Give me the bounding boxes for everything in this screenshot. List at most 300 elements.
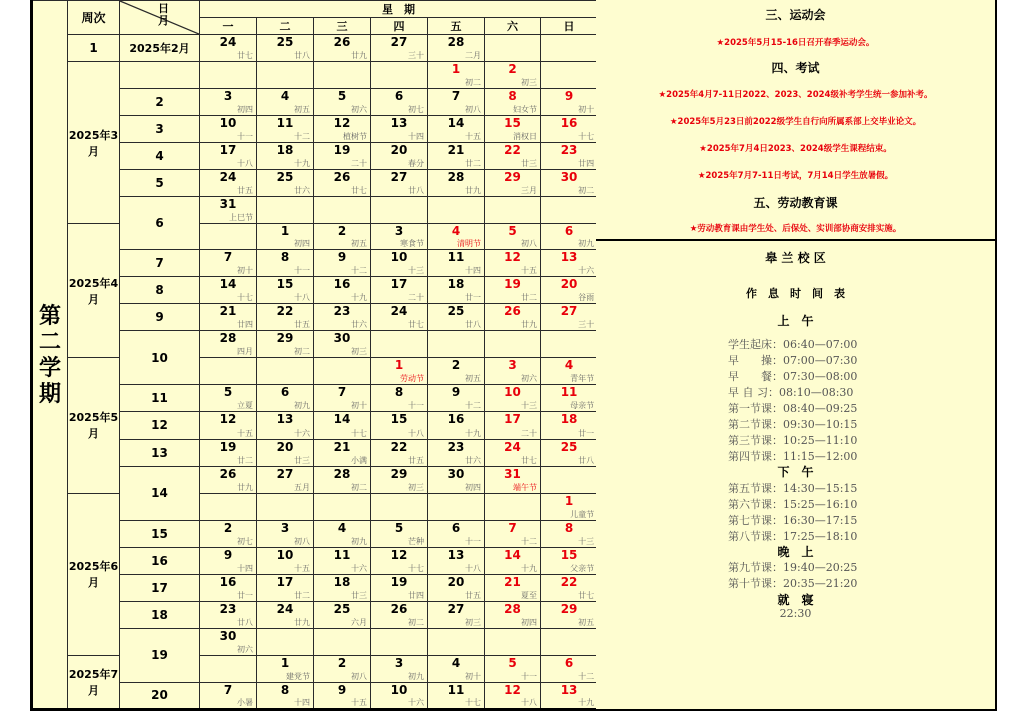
empty-day-cell <box>428 493 485 520</box>
day-number: 8 <box>280 682 290 697</box>
lunar-label: 妇女节 <box>513 105 537 115</box>
lunar-label: 初四 <box>465 482 481 492</box>
lunar-label: 十二 <box>521 536 537 546</box>
sports-note: ★2025年5月15-16日召开春季运动会。 <box>716 38 875 48</box>
day-number: 31 <box>504 466 521 481</box>
calendar-day <box>485 62 541 89</box>
month-label: 2025年4月 <box>68 224 120 358</box>
empty-day-cell <box>428 197 485 224</box>
calendar-day <box>257 170 314 197</box>
schedule-line: 第八节课：17:25—18:10 <box>728 530 858 543</box>
lunar-label: 十九 <box>521 563 537 573</box>
lunar-label: 消权日 <box>513 132 537 142</box>
lunar-label: 三月 <box>521 186 537 196</box>
calendar-day <box>314 547 371 574</box>
day-number: 12 <box>333 116 351 131</box>
month-label: 2025年6月 <box>68 493 120 655</box>
lunar-label: 十一 <box>521 671 537 681</box>
lunar-label: 初三 <box>351 347 367 357</box>
section-divider <box>596 239 995 241</box>
empty-day-cell <box>371 62 428 89</box>
calendar-day <box>371 412 428 439</box>
schedule-line: 第四节课：11:15—12:00 <box>728 450 858 463</box>
month-label: 2025年3月 <box>68 62 120 224</box>
day-number: 1 <box>394 358 404 373</box>
empty-day-cell <box>541 466 598 493</box>
calendar-day <box>314 224 371 250</box>
week-number: 1 <box>68 35 120 62</box>
calendar-day <box>541 439 598 466</box>
lunar-label: 廿一 <box>465 293 481 303</box>
day-number: 27 <box>447 601 465 616</box>
day-number: 1 <box>280 655 290 670</box>
day-number: 4 <box>451 224 461 239</box>
calendar-day <box>541 89 598 116</box>
day-number: 16 <box>219 574 237 589</box>
day-number: 15 <box>276 277 294 292</box>
calendar-day <box>428 682 485 709</box>
calendar-day <box>541 574 598 601</box>
day-number: 19 <box>219 439 237 454</box>
lunar-label: 十七 <box>578 132 595 142</box>
schedule-line: 早 餐：07:30—08:00 <box>728 370 858 383</box>
calendar-day <box>541 143 598 170</box>
calendar-day <box>371 385 428 412</box>
lunar-label: 廿九 <box>237 482 253 492</box>
lunar-label: 芒种 <box>408 536 424 546</box>
calendar-day <box>485 250 541 277</box>
day-number: 17 <box>390 277 408 292</box>
month-label: 2025年5月 <box>68 358 120 493</box>
calendar-day <box>541 601 598 628</box>
calendar-day <box>428 89 485 116</box>
calendar-day <box>485 277 541 304</box>
lunar-label: 廿九 <box>465 186 481 196</box>
calendar-day <box>485 520 541 547</box>
empty-day-cell <box>314 358 371 385</box>
week-number: 6 <box>120 197 200 250</box>
day-number: 11 <box>276 116 294 131</box>
calendar-day <box>485 224 541 250</box>
empty-day-cell <box>428 628 485 655</box>
day-number: 12 <box>504 682 521 697</box>
calendar-day <box>371 466 428 493</box>
calendar-day <box>541 493 598 520</box>
day-number: 9 <box>564 89 574 104</box>
calendar-day <box>200 250 257 277</box>
lunar-label: 初四 <box>237 105 253 115</box>
lunar-label: 十二 <box>294 132 310 142</box>
calendar-day <box>371 682 428 709</box>
calendar-day <box>485 143 541 170</box>
calendar-day <box>371 116 428 143</box>
empty-day-cell <box>200 493 257 520</box>
lunar-label: 十五 <box>237 428 253 438</box>
calendar-day <box>257 35 314 62</box>
calendar-day <box>371 250 428 277</box>
day-number: 17 <box>504 412 521 427</box>
lunar-label: 十三 <box>408 266 424 276</box>
calendar-day <box>541 116 598 143</box>
lunar-label: 初七 <box>237 536 253 546</box>
lunar-label: 初四 <box>521 617 537 627</box>
lunar-label: 谷雨 <box>578 293 595 303</box>
empty-day-cell <box>200 62 257 89</box>
calendar-day <box>200 547 257 574</box>
exam-note: ★2025年5月23日前2022级学生自行向所属系部上交毕业论文。 <box>669 117 922 127</box>
calendar-day <box>314 601 371 628</box>
calendar-day <box>200 601 257 628</box>
day-number: 11 <box>447 250 465 265</box>
lunar-label: 十二 <box>351 266 367 276</box>
lunar-label: 廿七 <box>351 186 367 196</box>
calendar-day <box>371 547 428 574</box>
calendar-day <box>485 439 541 466</box>
lunar-label: 父亲节 <box>570 563 595 573</box>
day-number: 7 <box>508 520 517 535</box>
calendar-day <box>314 682 371 709</box>
lunar-label: 春分 <box>408 159 424 169</box>
lunar-label: 十六 <box>351 563 367 573</box>
day-number: 24 <box>219 35 237 50</box>
day-number: 17 <box>276 574 294 589</box>
calendar-day <box>314 655 371 682</box>
day-number: 15 <box>390 412 408 427</box>
exam-note: ★2025年7月7-11日考试，7月14日学生放暑假。 <box>697 171 894 181</box>
calendar-day <box>371 89 428 116</box>
calendar-day <box>257 224 314 250</box>
calendar-day <box>541 520 598 547</box>
schedule-line: 第九节课：19:40—20:25 <box>728 561 858 574</box>
lunar-label: 十七 <box>351 428 367 438</box>
day-number: 3 <box>508 358 517 373</box>
calendar-day <box>428 466 485 493</box>
weekday-header: 三 <box>314 18 371 35</box>
calendar-day <box>485 304 541 331</box>
calendar-day <box>257 250 314 277</box>
calendar-day <box>257 412 314 439</box>
calendar-day <box>314 304 371 331</box>
day-number: 14 <box>219 277 237 292</box>
day-number: 12 <box>219 412 237 427</box>
lunar-label: 初二 <box>351 482 367 492</box>
week-number: 14 <box>120 466 200 520</box>
day-number: 8 <box>508 89 517 104</box>
day-number: 21 <box>333 439 351 454</box>
calendar-day <box>314 143 371 170</box>
calendar-day <box>485 89 541 116</box>
calendar-day <box>541 547 598 574</box>
lunar-label: 十一 <box>408 401 424 411</box>
empty-day-cell <box>428 331 485 358</box>
lunar-label: 廿二 <box>465 159 481 169</box>
day-number: 30 <box>560 170 578 185</box>
week-number: 10 <box>120 331 200 385</box>
semester-label: 第 二 学 期 <box>32 1 68 710</box>
calendar-day <box>314 466 371 493</box>
lunar-label: 十七 <box>237 293 253 303</box>
lunar-label: 夏至 <box>521 590 537 600</box>
day-number: 19 <box>504 277 521 292</box>
day-number: 22 <box>390 439 408 454</box>
day-number: 4 <box>451 655 461 670</box>
calendar-day <box>200 466 257 493</box>
calendar-day <box>485 574 541 601</box>
calendar-day <box>428 116 485 143</box>
lunar-label: 二十 <box>351 159 367 169</box>
lunar-label: 廿五 <box>408 455 424 465</box>
lunar-label: 初三 <box>521 78 537 88</box>
labor-title: 五、劳动教育课 <box>753 196 838 210</box>
day-number: 30 <box>219 628 237 643</box>
day-number: 5 <box>223 385 233 400</box>
day-number: 14 <box>447 116 465 131</box>
calendar-day <box>485 170 541 197</box>
week-number: 9 <box>120 304 200 331</box>
empty-day-cell <box>200 358 257 385</box>
lunar-label: 寒食节 <box>400 239 424 249</box>
day-number: 2 <box>337 224 347 239</box>
calendar-day <box>257 574 314 601</box>
day-number: 14 <box>333 412 351 427</box>
empty-day-cell <box>541 628 598 655</box>
day-number: 7 <box>223 682 233 697</box>
lunar-label: 三十 <box>408 51 424 61</box>
day-number: 25 <box>560 439 578 454</box>
week-number: 15 <box>120 520 200 547</box>
labor-note: ★劳动教育课由学生处、后保处、实训部协商安排实施。 <box>689 224 902 234</box>
empty-day-cell <box>120 62 200 89</box>
calendar-day <box>371 655 428 682</box>
lunar-label: 初九 <box>578 239 595 249</box>
day-number: 19 <box>390 574 408 589</box>
week-number: 4 <box>120 143 200 170</box>
lunar-label: 十九 <box>578 698 595 707</box>
day-number: 10 <box>390 682 408 697</box>
lunar-label: 清明节 <box>457 239 481 249</box>
diag-month-label: 月 <box>158 14 169 27</box>
empty-day-cell <box>314 62 371 89</box>
day-number: 25 <box>447 304 465 319</box>
empty-day-cell <box>314 197 371 224</box>
day-number: 15 <box>560 547 578 562</box>
lunar-label: 初八 <box>465 105 481 115</box>
day-number: 16 <box>447 412 465 427</box>
schedule-line: 第二节课：09:30—10:15 <box>728 418 858 431</box>
schedule-line: 第六节课：15:25—16:10 <box>728 498 858 511</box>
lunar-label: 廿九 <box>351 51 367 61</box>
week-number: 2 <box>120 89 200 116</box>
calendar-day <box>371 35 428 62</box>
calendar-day <box>428 170 485 197</box>
day-number: 11 <box>333 547 351 562</box>
week-number: 5 <box>120 170 200 197</box>
calendar-day <box>428 439 485 466</box>
lunar-label: 初五 <box>351 239 367 249</box>
day-number: 28 <box>333 466 351 481</box>
day-number: 25 <box>333 601 351 616</box>
lunar-label: 十五 <box>465 132 481 142</box>
empty-day-cell <box>314 628 371 655</box>
lunar-label: 廿三 <box>521 159 537 169</box>
calendar-day <box>257 655 314 682</box>
day-number: 1 <box>280 224 290 239</box>
sports-title: 三、运动会 <box>765 8 826 22</box>
calendar-day <box>541 412 598 439</box>
empty-day-cell <box>485 35 541 62</box>
empty-day-cell <box>257 358 314 385</box>
empty-day-cell <box>200 655 257 682</box>
day-number: 27 <box>390 35 408 50</box>
lunar-label: 十四 <box>465 266 481 276</box>
morning-label: 上 午 <box>777 314 814 328</box>
day-number: 2 <box>223 520 233 535</box>
day-number: 18 <box>276 143 294 158</box>
exam-title: 四、考试 <box>771 61 820 75</box>
day-number: 6 <box>280 385 290 400</box>
day-number: 17 <box>219 143 237 158</box>
calendar-day <box>314 250 371 277</box>
empty-day-cell <box>200 224 257 250</box>
day-number: 7 <box>337 385 347 400</box>
day-number: 9 <box>337 682 347 697</box>
day-number: 24 <box>276 601 294 616</box>
empty-day-cell <box>371 197 428 224</box>
calendar-day <box>371 520 428 547</box>
lunar-label: 初十 <box>351 401 367 411</box>
lunar-label: 初六 <box>521 374 537 384</box>
weekday-header: 四 <box>371 18 428 35</box>
calendar-day <box>371 143 428 170</box>
calendar-day <box>257 682 314 709</box>
day-number: 10 <box>390 250 408 265</box>
calendar-day <box>200 412 257 439</box>
day-number: 3 <box>280 520 290 535</box>
diag-day-label: 日 <box>158 2 169 15</box>
calendar-day <box>428 547 485 574</box>
calendar-day <box>314 277 371 304</box>
lunar-label: 廿四 <box>408 590 424 600</box>
week-number: 8 <box>120 277 200 304</box>
day-number: 3 <box>394 655 404 670</box>
day-number: 3 <box>223 89 233 104</box>
calendar-day <box>200 143 257 170</box>
weekday-header: 五 <box>428 18 485 35</box>
schedule-line: 第五节课：14:30—15:15 <box>728 482 858 495</box>
calendar-day <box>428 358 485 385</box>
lunar-label: 十四 <box>237 563 253 573</box>
lunar-label: 廿六 <box>465 455 481 465</box>
lunar-label: 廿八 <box>237 617 253 627</box>
date-month-diagonal-header <box>120 1 200 35</box>
month-label: 2025年2月 <box>120 35 200 62</box>
week-number: 16 <box>120 547 200 574</box>
calendar-day <box>485 412 541 439</box>
calendar-day <box>257 439 314 466</box>
calendar-day <box>428 655 485 682</box>
day-number: 1 <box>564 493 574 508</box>
empty-day-cell <box>371 628 428 655</box>
day-number: 21 <box>219 304 237 319</box>
calendar-day <box>371 170 428 197</box>
day-number: 5 <box>508 224 517 239</box>
lunar-label: 三十 <box>578 320 595 330</box>
calendar-day <box>485 601 541 628</box>
calendar-day <box>371 574 428 601</box>
lunar-label: 初六 <box>237 644 253 654</box>
day-number: 26 <box>333 35 351 50</box>
lunar-label: 初八 <box>521 239 537 249</box>
lunar-label: 十四 <box>408 132 424 142</box>
calendar-day <box>371 358 428 385</box>
week-number: 20 <box>120 682 200 709</box>
calendar-day <box>200 574 257 601</box>
day-number: 23 <box>333 304 351 319</box>
evening-label: 晚 上 <box>777 545 814 559</box>
lunar-label: 初八 <box>294 536 310 546</box>
lunar-label: 初三 <box>408 482 424 492</box>
calendar-day <box>314 439 371 466</box>
month-label: 2025年7月 <box>68 655 120 709</box>
schedule-line: 第一节课：08:40—09:25 <box>728 402 858 415</box>
week-number: 12 <box>120 412 200 439</box>
day-number: 5 <box>394 520 404 535</box>
lunar-label: 小暑 <box>237 698 253 707</box>
calendar-day <box>541 682 598 709</box>
day-number: 27 <box>276 466 294 481</box>
calendar-day <box>200 682 257 709</box>
lunar-label: 十二 <box>465 401 481 411</box>
week-number: 19 <box>120 628 200 682</box>
lunar-label: 廿五 <box>237 186 253 196</box>
day-number: 18 <box>560 412 578 427</box>
day-number: 6 <box>564 655 574 670</box>
day-number: 21 <box>447 143 465 158</box>
calendar-day <box>428 224 485 250</box>
calendar-day <box>200 197 257 224</box>
day-number: 27 <box>560 304 578 319</box>
weekday-header: 一 <box>200 18 257 35</box>
calendar-day <box>371 224 428 250</box>
lunar-label: 初二 <box>408 617 424 627</box>
week-number: 11 <box>120 385 200 412</box>
day-number: 16 <box>333 277 351 292</box>
lunar-label: 廿三 <box>351 590 367 600</box>
empty-day-cell <box>257 62 314 89</box>
lunar-label: 十九 <box>351 293 367 303</box>
schedule-line: 早 操：07:00—07:30 <box>728 354 858 367</box>
calendar-day <box>257 520 314 547</box>
lunar-label: 十八 <box>521 698 537 707</box>
lunar-label: 初二 <box>294 347 310 357</box>
lunar-label: 六月 <box>351 617 367 627</box>
calendar-day <box>428 277 485 304</box>
calendar-day <box>485 682 541 709</box>
day-number: 8 <box>394 385 404 400</box>
lunar-label: 十二 <box>578 671 595 681</box>
lunar-label: 四月 <box>237 347 253 357</box>
empty-day-cell <box>485 197 541 224</box>
lunar-label: 十一 <box>465 536 481 546</box>
lunar-label: 十七 <box>408 563 424 573</box>
day-number: 28 <box>504 601 521 616</box>
day-number: 9 <box>451 385 461 400</box>
lunar-label: 端午节 <box>513 482 537 492</box>
day-number: 19 <box>333 143 351 158</box>
schedule-line: 第三节课：10:25—11:10 <box>728 434 858 447</box>
calendar-day <box>257 466 314 493</box>
lunar-label: 初九 <box>351 536 367 546</box>
